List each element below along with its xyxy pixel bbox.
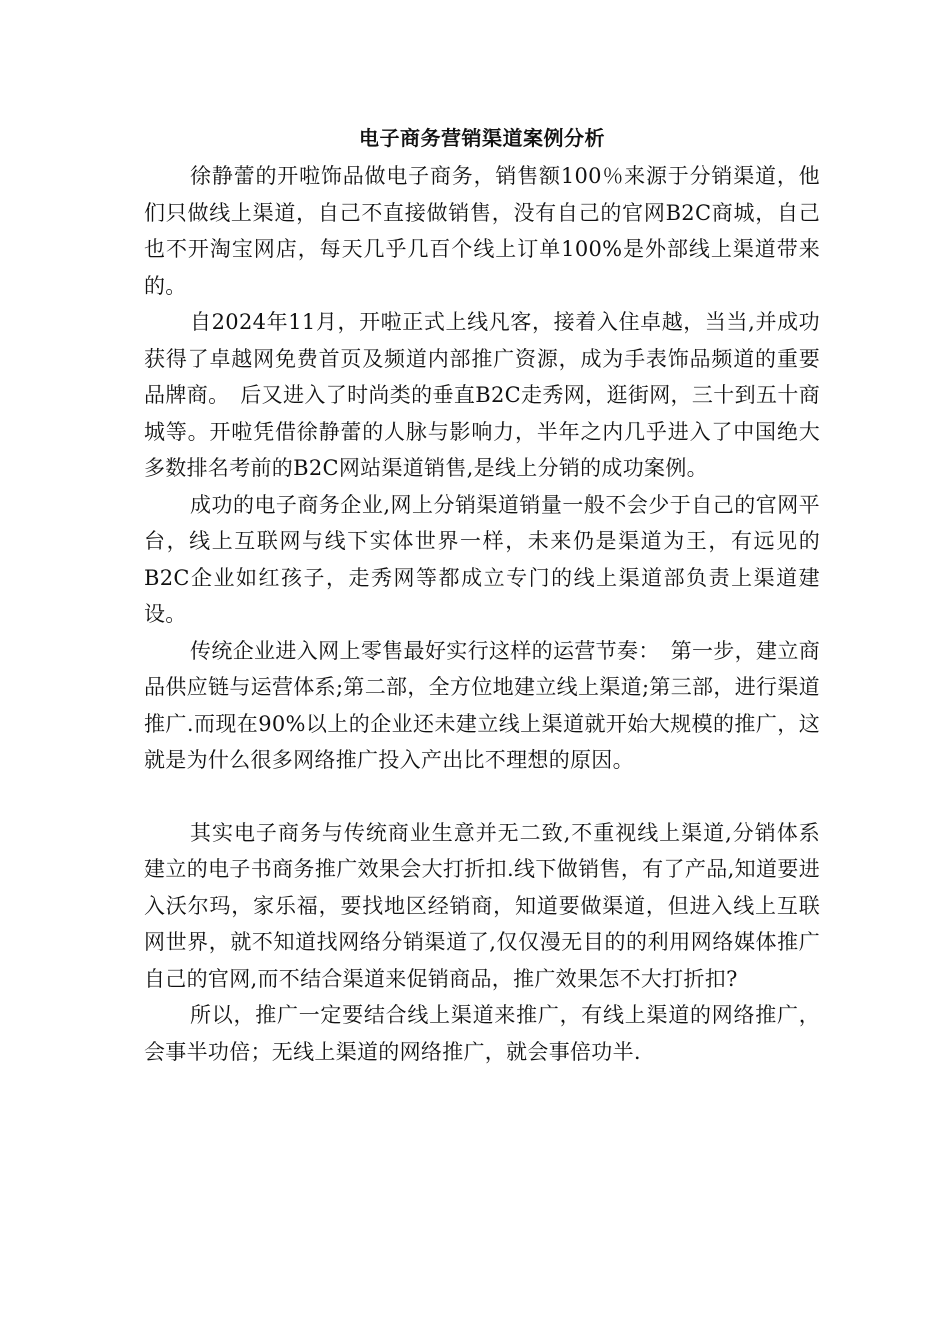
paragraph-2: 自2024年11月，开啦正式上线凡客，接着入住卓越，当当,并成功获得了卓越网免费首页及频道内部推广资源，成为手表饰品频道的重要品牌商。 后又进入了时尚类的垂直B2C走秀网，逛街网，三十到五十商城等。开啦凭借徐静蕾的人脉与影响力，半年之内几乎进入了中国绝大多数排名考前的B2C网站渠道销售,是线上分销的成功案例。 — [144, 310, 820, 480]
paragraph-6: 所以，推广一定要结合线上渠道来推广，有线上渠道的网络推广，会事半功倍；无线上渠道的网络推广，就会事倍功半. — [144, 1003, 820, 1064]
document-title: 电子商务营销渠道案例分析 — [359, 126, 605, 150]
paragraph-4: 传统企业进入网上零售最好实行这样的运营节奏： 第一步，建立商品供应链与运营体系;第二部，全方位地建立线上渠道;第三部，进行渠道推广.而现在90%以上的企业还未建立线上渠道就开始大规模的推广，这就是为什么很多网络推广投入产出比不理想的原因。 — [144, 638, 820, 772]
paragraph-gap — [144, 779, 820, 815]
document-body — [144, 118, 820, 1070]
paragraph-5: 其实电子商务与传统商业生意并无二致,不重视线上渠道,分销体系建立的电子书商务推广效果会大打折扣.线下做销售，有了产品,知道要进入沃尔玛，家乐福，要找地区经销商，知道要做渠道，但进入线上互联网世界，就不知道找网络分销渠道了,仅仅漫无目的的利用网络媒体推广自己的官网,而不结合渠道来促销商品，推广效果怎不大打折扣? — [144, 820, 820, 991]
paragraph-3: 成功的电子商务企业,网上分销渠道销量一般不会少于自己的官网平台，线上互联网与线下实体世界一样，未来仍是渠道为王，有远见的B2C企业如红孩子，走秀网等都成立专门的线上渠道部负责上渠道建设。 — [144, 492, 820, 626]
paragraph-1: 徐静蕾的开啦饰品做电子商务，销售额100％来源于分销渠道，他们只做线上渠道，自己不直接做销售，没有自己的官网B2C商城，自己也不开淘宝网店，每天几乎几百个线上订单100%是外部线上渠道带来的。 — [144, 164, 820, 298]
